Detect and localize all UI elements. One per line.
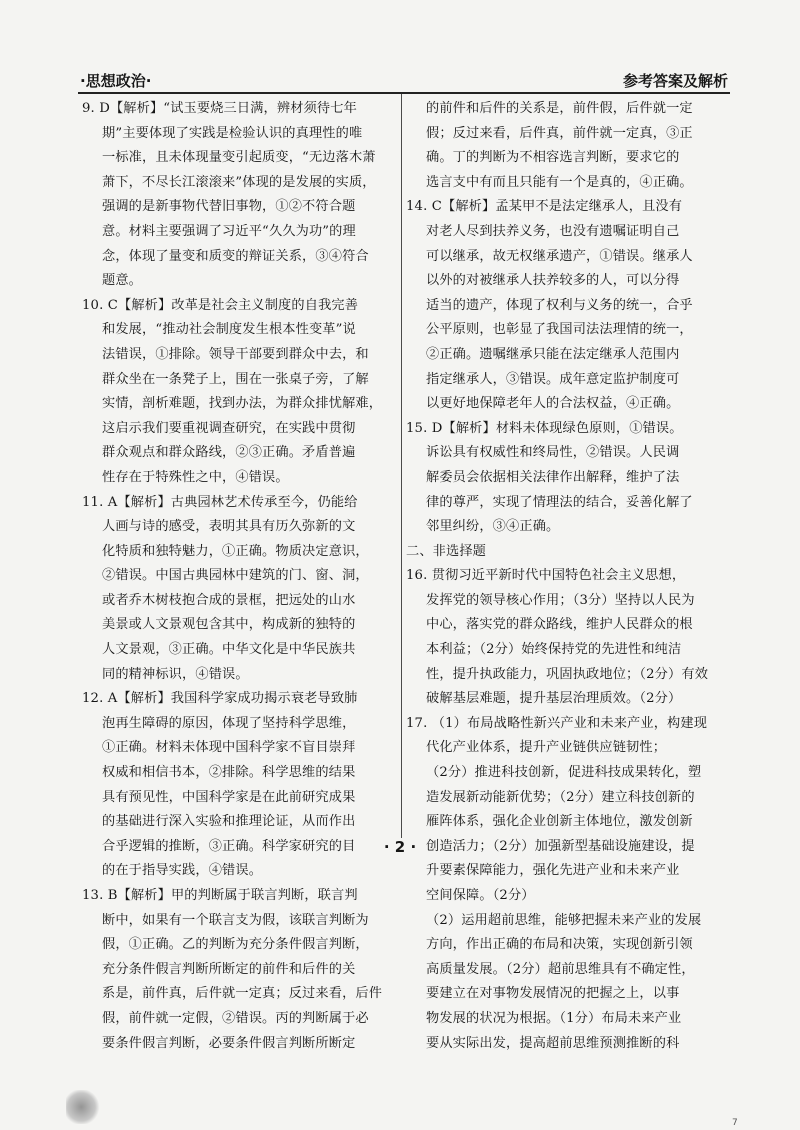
scan-smudge [66,1090,100,1124]
header-subject: ·思想政治· [80,72,152,90]
text-line: 人文景观，③正确。中华文化是中华民族共 [102,642,356,658]
text-line: 可以继承，故无权继承遗产，①错误。继承人 [426,248,693,264]
text-line: 选言支中有而且只能有一个是真的，④正确。 [426,174,693,190]
text-line: 假，前件就一定假，②错误。丙的判断属于必 [102,1010,369,1026]
text-line: 性存在于特殊性之中，④错误。 [102,469,289,485]
text-line: 方向，作出正确的布局和决策，实现创新引领 [426,937,693,953]
header-section-title: 参考答案及解析 [622,72,728,90]
page-header [78,66,730,94]
text-line: 的基础进行深入实验和推理论证，从而作出 [102,814,356,830]
text-line: 15. D【解析】材料未体现绿色原则，①错误。 [406,420,683,436]
text-line: 诉讼具有权威性和终局性，②错误。人民调 [426,445,680,461]
text-line: 律的尊严，实现了情理法的结合，妥善化解了 [426,494,693,510]
text-line: 化特质和独特魅力，①正确。物质决定意识， [102,543,369,559]
text-line: 创造活力；（2分）加强新型基础设施建设，提 [426,838,695,854]
text-line: 造发展新动能新优势；（2分）建立科技创新的 [426,789,695,805]
text-line: 以更好地保障老年人的合法权益，④正确。 [426,396,680,412]
text-line: 期”主要体现了实践是检验认识的真理性的唯 [102,125,363,141]
left-column [82,97,400,1056]
text-line: 的前件和后件的关系是，前件假，后件就一定 [426,101,693,116]
text-line: 要从实际出发，提高超前思维预测推断的科 [426,1035,680,1051]
text-line: 权威和相信书本，②排除。科学思维的结果 [102,765,356,781]
text-line: 实情，剖析难题，找到办法，为群众排忧解难， [102,396,383,412]
text-line: 升要素保障能力，强化先进产业和未来产业 [426,863,680,879]
text-line: 16. 贯彻习近平新时代中国特色社会主义思想， [406,568,686,584]
text-line: 14. C【解析】孟某甲不是法定继承人，且没有 [406,199,683,215]
text-line: 具有预见性，中国科学家是在此前研究成果 [102,789,356,805]
text-line: 指定继承人，③错误。成年意定监护制度可 [426,371,680,387]
text-line: 确。丁的判断为不相容选言判断，要求它的 [426,150,680,166]
margin-mark: 7 [732,1118,738,1128]
text-line: 法错误，①排除。领导干部要到群众中去，和 [102,346,369,362]
text-line: 假，①正确。乙的判断为充分条件假言判断， [102,937,369,953]
text-line: ②错误。中国古典园林中建筑的门、窗、洞， [102,568,369,584]
text-line: （2）运用超前思维，能够把握未来产业的发展 [426,912,702,928]
text-line: 人画与诗的感受，表明其具有历久弥新的文 [102,519,356,535]
text-line: 系是，前件真，后件就一定真；反过来看，后件 [102,986,383,1002]
text-line: 发挥党的领导核心作用；（3分）坚持以人民为 [426,592,695,608]
text-line: 11. A【解析】古典园林艺术传承至今，仍能给 [82,494,358,510]
text-line: 合乎逻辑的推断，③正确。科学家研究的目 [102,838,356,854]
right-column [406,97,736,1056]
text-line: 10. C【解析】改革是社会主义制度的自我完善 [82,297,359,313]
text-line: 群众坐在一条凳子上，围在一张桌子旁，了解 [102,371,369,387]
text-line: 这启示我们要重视调查研究，在实践中贯彻 [102,420,356,436]
text-line: 17. （1）布局战略性新兴产业和未来产业，构建现 [406,715,708,731]
text-line: 12. A【解析】我国科学家成功揭示衰老导致肺 [82,691,358,707]
text-line: 群众观点和群众路线，②③正确。矛盾普遍 [102,445,356,461]
text-line: 强调的是新事物代替旧事物，①②不符合题 [102,199,356,215]
text-line: 以外的对被继承人扶养较多的人，可以分得 [426,273,680,289]
text-line: 对老人尽到扶养义务，也没有遗嘱证明自己 [426,223,680,239]
text-line: 物发展的状况为根据。（1分）布局未来产业 [426,1010,682,1026]
text-line: （2分）推进科技创新，促进科技成果转化，塑 [426,765,702,781]
text-line: 公平原则，也彰显了我国司法法理情的统一， [426,322,693,338]
text-line: 假；反过来看，后件真，前件就一定真，③正 [426,125,693,141]
text-line: 二、非选择题 [406,543,487,559]
text-line: ①正确。材料未体现中国科学家不盲目崇拜 [102,740,356,756]
column-divider [401,94,402,838]
text-line: 和发展，“推动社会制度发生根本性变革”说 [102,322,356,338]
text-line: 邻里纠纷，③④正确。 [426,519,560,535]
page-number: · 2 · [383,838,417,856]
text-line: 9. D【解析】“试玉要烧三日满，辨材须待七年 [82,101,357,116]
text-line: 萧下，不尽长江滚滚来”体现的是发展的实质， [102,174,376,190]
text-line: 同的精神标识，④错误。 [102,666,249,682]
text-line: 代化产业体系，提升产业链供应链韧性； [426,740,667,756]
text-line: 本利益；（2分）始终保持党的先进性和纯洁 [426,642,682,658]
text-line: 性，提升执政能力，巩固执政地位；（2分）有效 [426,666,709,682]
text-line: 空间保障。（2分） [426,888,535,903]
text-line: 要条件假言判断，必要条件假言判断所断定 [102,1035,356,1051]
text-line: 13. B【解析】甲的判断属于联言判断，联言判 [82,888,358,903]
text-line: 泡再生障碍的原因，体现了坚持科学思维， [102,715,356,731]
text-line: 念，体现了量变和质变的辩证关系，③④符合 [102,248,369,264]
text-line: 一标准，且未体现量变引起质变，“无边落木萧 [102,150,376,166]
text-line: 题意。 [102,273,143,289]
text-line: ②正确。遗嘱继承只能在法定继承人范围内 [426,346,680,362]
text-line: 意。材料主要强调了习近平“久久为功”的理 [102,223,356,239]
text-line: 充分条件假言判断所断定的前件和后件的关 [102,961,356,977]
text-line: 雁阵体系，强化企业创新主体地位，激发创新 [426,814,693,830]
text-line: 高质量发展。（2分）超前思维具有不确定性， [426,961,695,977]
text-line: 断中，如果有一个联言支为假，该联言判断为 [102,912,369,928]
text-line: 解委员会依据相关法律作出解释，维护了法 [426,469,680,485]
text-line: 适当的遗产，体现了权利与义务的统一，合乎 [426,297,693,313]
text-line: 破解基层难题，提升基层治理质效。（2分） [426,691,682,707]
text-line: 中心，落实党的群众路线，维护人民群众的根 [426,617,693,633]
text-line: 美景或人文景观包含其中，构成新的独特的 [102,617,356,633]
text-line: 要建立在对事物发展情况的把握之上，以事 [426,986,680,1002]
text-line: 的在于指导实践，④错误。 [102,863,263,879]
text-line: 或者乔木树枝抱合成的景框，把远处的山水 [102,592,356,608]
